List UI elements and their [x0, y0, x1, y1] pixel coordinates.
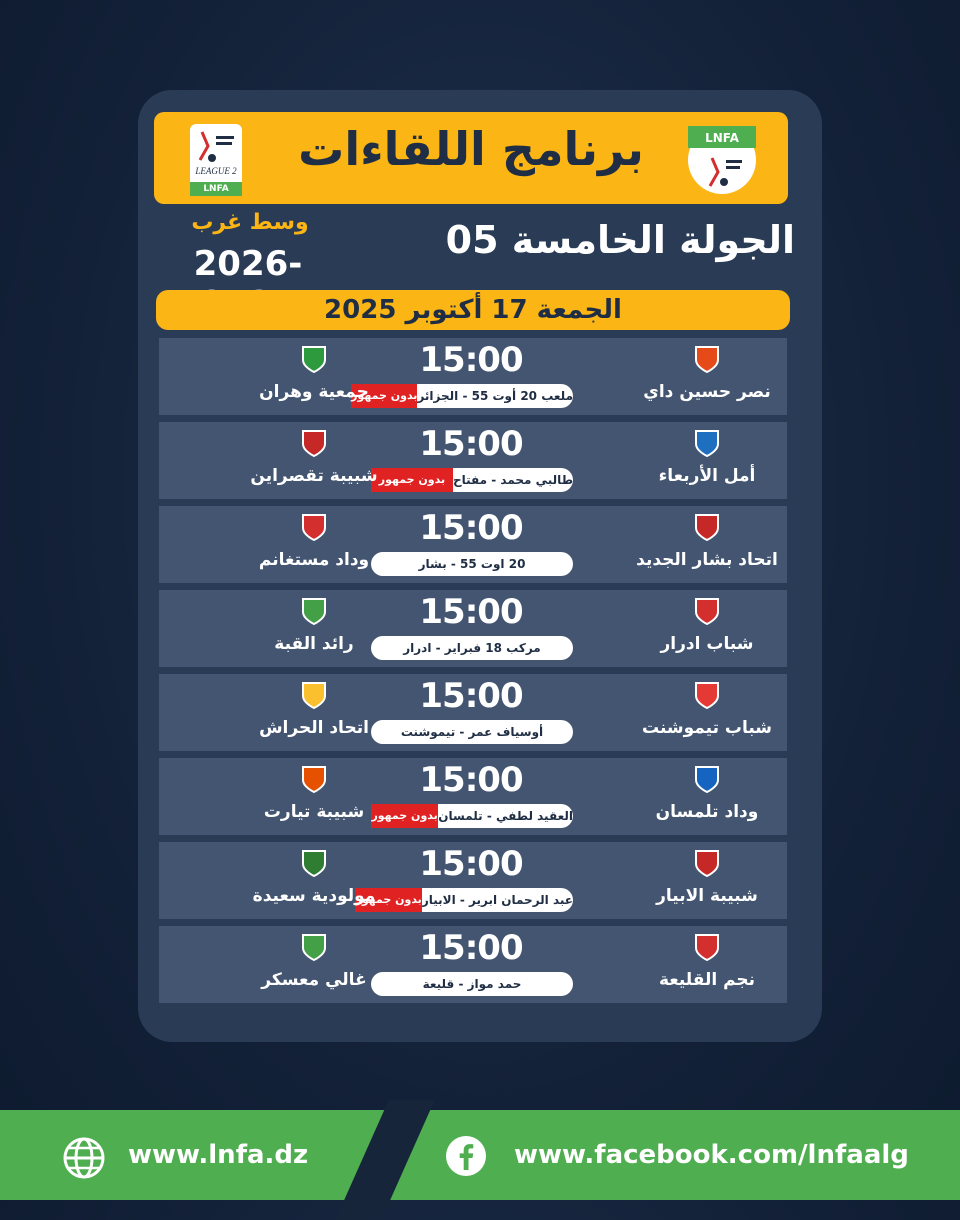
lnfa-logo-band: LNFA: [688, 126, 756, 148]
away-team-name: شبيبة تيارت: [263, 802, 365, 822]
match-row: [159, 590, 787, 667]
home-team: [627, 506, 787, 583]
match-time: 15:00: [419, 844, 523, 884]
away-team: [219, 422, 409, 499]
away-team-name: جمعية وهران: [259, 382, 369, 402]
closed-doors-badge: بدون جمهور: [351, 384, 417, 408]
footer: [0, 1110, 960, 1200]
match-time: 15:00: [419, 676, 523, 716]
away-team: [219, 590, 409, 667]
closed-doors-badge: بدون جمهور: [355, 888, 421, 912]
home-team: [627, 758, 787, 835]
league2-logo-text: LEAGUE 2: [195, 166, 237, 176]
away-team-name: شبيبة تقصراين: [250, 466, 378, 486]
home-team-crest-icon: [692, 848, 722, 878]
away-team: [219, 842, 409, 919]
home-team: [627, 338, 787, 415]
venue-name: طالبي محمد - مفتاح: [452, 473, 573, 487]
away-team-crest-icon: [299, 680, 329, 710]
match-row: [159, 674, 787, 751]
home-team-crest-icon: [692, 596, 722, 626]
home-team: [627, 926, 787, 1003]
away-team-name: اتحاد الحراش: [259, 718, 369, 738]
facebook-link[interactable]: www.facebook.com/lnfaalg: [514, 1140, 909, 1170]
facebook-icon: [444, 1134, 488, 1178]
league2-logo-band: LNFA: [190, 182, 242, 196]
home-team-name: اتحاد بشار الجديد: [636, 550, 778, 570]
home-team: [627, 422, 787, 499]
match-time: 15:00: [419, 340, 523, 380]
match-time: 15:00: [419, 760, 523, 800]
match-time: 15:00: [419, 424, 523, 464]
home-team-name: شباب تيموشنت: [641, 718, 773, 738]
match-row: [159, 926, 787, 1003]
away-team: [219, 674, 409, 751]
home-team-name: وداد تلمسان: [655, 802, 759, 822]
match-time: 15:00: [419, 592, 523, 632]
away-team-crest-icon: [299, 764, 329, 794]
match-row: [159, 506, 787, 583]
match-time: 15:00: [419, 928, 523, 968]
away-team: [219, 506, 409, 583]
match-list: [159, 338, 787, 1010]
footer-divider: [335, 1100, 434, 1220]
closed-doors-badge: بدون جمهور: [371, 468, 453, 492]
home-team-crest-icon: [692, 512, 722, 542]
venue-name: حمد مواز - قليعة: [422, 977, 522, 991]
away-team: [219, 338, 409, 415]
home-team-crest-icon: [692, 344, 722, 374]
league2-logo-icon: [190, 124, 242, 196]
away-team-crest-icon: [299, 596, 329, 626]
match-row: [159, 422, 787, 499]
home-team-name: شبيبة الابيار: [656, 886, 758, 906]
venue-name: مركب 18 فبراير - ادرار: [403, 641, 541, 655]
home-team: [627, 842, 787, 919]
home-team-name: نجم القليعة: [658, 970, 756, 990]
season-label: 2026-: [193, 244, 303, 284]
home-team-crest-icon: [692, 932, 722, 962]
page-title: برنامج اللقاءات: [298, 122, 644, 176]
lnfa-emblem-icon: [702, 152, 744, 190]
home-team-crest-icon: [692, 680, 722, 710]
group-label: وسط غرب: [191, 210, 309, 235]
home-team-name: نصر حسين داي: [643, 382, 771, 402]
home-team-name: أمل الأربعاء: [658, 466, 756, 486]
away-team-crest-icon: [299, 344, 329, 374]
away-team-crest-icon: [299, 512, 329, 542]
home-team: [627, 674, 787, 751]
match-time: 15:00: [419, 508, 523, 548]
home-team: [627, 590, 787, 667]
away-team-name: غالي معسكر: [261, 970, 367, 990]
venue-name: عبد الرحمان ابرير - الابيار: [421, 893, 573, 907]
match-row: [159, 842, 787, 919]
round-title: الجولة الخامسة 05: [445, 218, 795, 262]
home-team-crest-icon: [692, 428, 722, 458]
venue-name: ملعب 20 أوت 55 - الجزائر: [417, 389, 573, 403]
away-team-crest-icon: [299, 848, 329, 878]
match-date: الجمعة 17 أكتوبر 2025: [156, 290, 790, 330]
home-team-crest-icon: [692, 764, 722, 794]
venue-name: 20 اوت 55 - بشار: [418, 557, 526, 571]
globe-icon: [62, 1136, 106, 1180]
closed-doors-badge: بدون جمهور: [371, 804, 438, 828]
home-team-name: شباب ادرار: [660, 634, 754, 654]
venue-name: أوسياف عمر - تيموشنت: [400, 725, 544, 739]
league2-emblem-icon: [194, 128, 238, 168]
website-link[interactable]: www.lnfa.dz: [128, 1140, 309, 1170]
away-team-name: وداد مستغانم: [258, 550, 370, 570]
away-team-crest-icon: [299, 428, 329, 458]
away-team-name: رائد القبة: [274, 634, 354, 654]
match-row: [159, 758, 787, 835]
match-row: [159, 338, 787, 415]
away-team: [219, 926, 409, 1003]
lnfa-logo-icon: [688, 126, 756, 194]
venue-name: العقيد لطفي - تلمسان: [438, 809, 573, 823]
away-team-name: مولودية سعيدة: [252, 886, 376, 906]
away-team: [219, 758, 409, 835]
away-team-crest-icon: [299, 932, 329, 962]
